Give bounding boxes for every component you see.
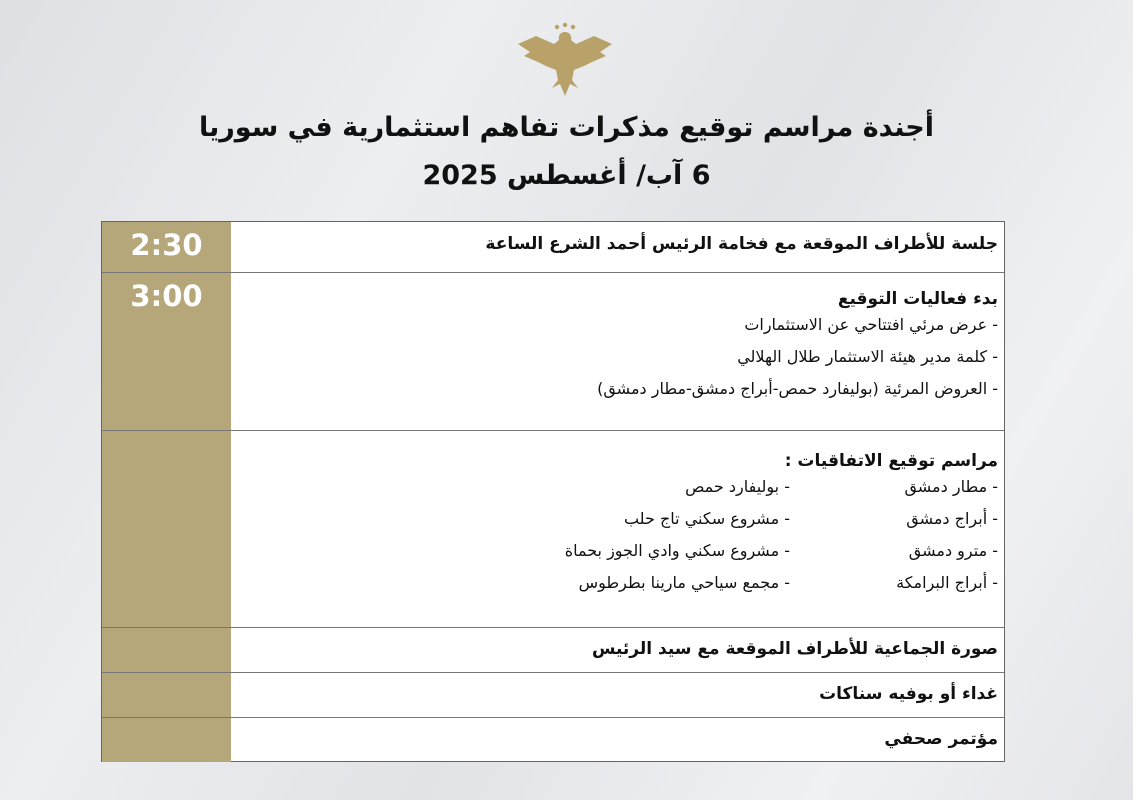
agenda-time: 3:00 (102, 273, 231, 430)
agenda-row (102, 431, 1004, 628)
agenda-time-empty (102, 718, 231, 762)
agenda-title: صورة الجماعية للأطراف الموقعة مع سيد الرئيس (591, 639, 998, 659)
agenda-row (102, 628, 1004, 673)
agenda-time-empty (102, 431, 231, 627)
agreement-item: - مجمع سياحي مارينا بطرطوس (578, 573, 790, 592)
agreement-item: - أبراج دمشق (906, 509, 998, 528)
agenda-row (102, 222, 1004, 273)
agreement-item: - مشروع سكني وادي الجوز بحماة (564, 541, 790, 560)
agreement-item: - مطار دمشق (904, 477, 998, 496)
agenda-title: غداء أو بوفيه سناكات (819, 684, 998, 704)
agreement-item: - أبراج البرامكة (896, 573, 998, 592)
agenda-title: جلسة للأطراف الموقعة مع فخامة الرئيس أحمد الشرع الساعة (485, 234, 998, 254)
page-title: أجندة مراسم توقيع مذكرات تفاهم استثمارية في سوريا (198, 112, 934, 143)
agenda-row (102, 718, 1004, 762)
agenda-table (101, 221, 1005, 762)
agenda-title: مؤتمر صحفي (884, 729, 998, 749)
agenda-title: بدء فعاليات التوقيع (837, 289, 998, 309)
agenda-row (102, 673, 1004, 718)
agenda-item: - عرض مرئي افتتاحي عن الاستثمارات (744, 315, 998, 334)
agenda-item: - كلمة مدير هيئة الاستثمار طلال الهلالي (737, 347, 998, 366)
agenda-title: مراسم توقيع الاتفاقيات : (784, 451, 998, 471)
agenda-time-empty (102, 673, 231, 717)
agreement-item: - بوليفارد حمص (685, 477, 790, 496)
event-date: 6 آب/ أغسطس 2025 (422, 160, 711, 191)
agenda-time: 2:30 (102, 222, 231, 272)
agenda-row (102, 273, 1004, 431)
agenda-time-empty (102, 628, 231, 672)
agreement-item: - مشروع سكني تاج حلب (623, 509, 790, 528)
agreement-item: - مترو دمشق (908, 541, 998, 560)
agenda-item: - العروض المرئية (بوليفارد حمص-أبراج دمشق-مطار دمشق) (597, 379, 998, 398)
eagle-emblem-icon (516, 22, 614, 96)
